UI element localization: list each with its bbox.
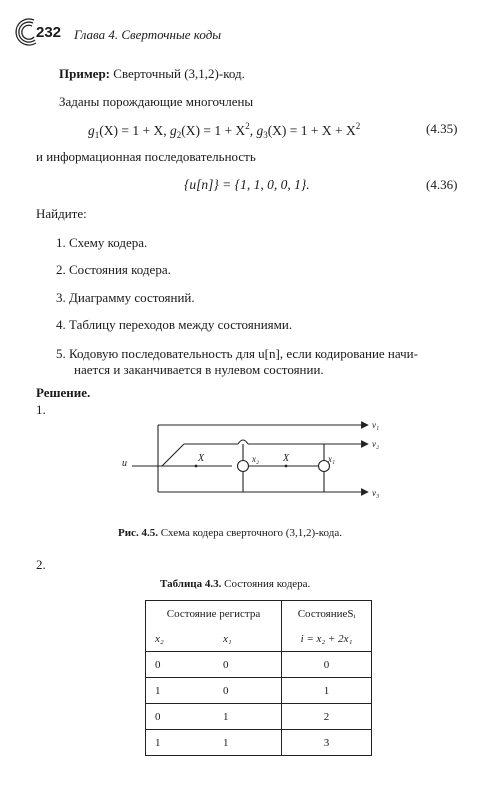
register-2-label: X	[283, 453, 290, 464]
cell-state: 1	[282, 678, 372, 704]
reg1-dot	[195, 465, 198, 468]
v3-label: v₃	[372, 488, 380, 498]
cell-x1: 1	[215, 704, 282, 730]
header-x1: x₁	[215, 626, 282, 652]
x2-label: x₂	[252, 454, 260, 464]
task-5-line-1: 5. Кодовую последовательность для u[n], если кодирование начи-	[56, 346, 418, 361]
task-3: 3. Диаграмму состояний.	[56, 290, 195, 305]
cell-state: 0	[282, 652, 372, 678]
header-state-si: СостояниеSᵢ	[282, 601, 372, 627]
reg2-dot	[285, 465, 288, 468]
table-header-row-1	[146, 601, 372, 627]
equation-4-36: {u[n]} = {1, 1, 0, 0, 1}.	[184, 177, 310, 192]
figure-caption	[118, 527, 342, 539]
task-1: 1. Схему кодера.	[56, 235, 148, 250]
task-2: 2. Состояния кодера.	[56, 262, 171, 277]
header-register-state: Состояние регистра	[146, 601, 282, 627]
page-number: 232	[36, 24, 62, 41]
cell-state: 2	[282, 704, 372, 730]
header-formula: i = x₂ + 2x₁	[300, 632, 353, 645]
table-caption	[160, 578, 310, 590]
table-caption-text: Состояния кодера.	[224, 578, 311, 590]
solution-label: Решение.	[36, 385, 91, 400]
cell-x2: 1	[146, 730, 216, 756]
eq-g2: g	[169, 123, 177, 138]
v1-label: v₁	[372, 420, 380, 430]
figure-caption-text: Схема кодера сверточного (3,1,2)-кода.	[160, 527, 342, 539]
chapter-title: Глава 4. Сверточные коды	[74, 27, 222, 42]
cell-x1: 0	[215, 678, 282, 704]
encoder-diagram	[110, 408, 390, 508]
cell-x1: 1	[215, 730, 282, 756]
task-4: 4. Таблицу переходов между состояниями.	[56, 317, 293, 332]
find-label: Найдите:	[36, 206, 87, 221]
step-1-label: 1.	[36, 402, 46, 417]
equation-number-4-36: (4.36)	[426, 177, 458, 192]
cell-x2: 0	[146, 704, 216, 730]
cell-state: 3	[282, 730, 372, 756]
header-x2: x₂	[155, 632, 164, 645]
input-label: u	[122, 458, 127, 469]
cell-x2: 0	[146, 652, 216, 678]
x2-node	[238, 461, 249, 472]
cell-x1: 0	[215, 652, 282, 678]
eq-g3-sub: 3	[263, 130, 268, 140]
eq-g3: , g	[249, 123, 264, 138]
eq-g2-rhs: (X) = 1 + X	[181, 123, 246, 138]
eq-g1: g	[88, 123, 95, 138]
eq-g1-rhs: (X) = 1 + X,	[99, 123, 167, 138]
task-5-line-2: нается и заканчивается в нулевом состоянии.	[74, 362, 324, 377]
table-caption-label: Таблица 4.3.	[160, 578, 222, 590]
info-text: и информационная последовательность	[36, 149, 256, 164]
eq-g2-sup: 2	[245, 121, 250, 131]
v2-hop	[238, 440, 248, 444]
x1-label: x₁	[328, 454, 336, 464]
eq-g3-sup: 2	[355, 121, 361, 131]
step-2-label: 2.	[36, 557, 46, 572]
v2-label: v₂	[372, 439, 380, 449]
equation-4-35	[88, 121, 360, 140]
equation-number-4-35: (4.35)	[426, 121, 458, 136]
table-row	[146, 678, 372, 704]
eq-g2-sub: 2	[176, 130, 182, 140]
register-1-label: X	[198, 453, 205, 464]
table-row	[146, 730, 372, 756]
table-header-row-2	[146, 626, 372, 652]
table-row	[146, 704, 372, 730]
eq-g3-rhs: (X) = 1 + X + X	[267, 123, 356, 138]
v2-diagonal	[162, 444, 184, 466]
example-text: Сверточный (3,1,2)-код.	[113, 66, 245, 81]
cell-x2: 1	[146, 678, 216, 704]
example-label: Пример:	[59, 66, 111, 81]
table-row	[146, 652, 372, 678]
figure-caption-label: Рис. 4.5.	[118, 527, 158, 539]
states-table	[145, 600, 372, 756]
eq-g1-sub: 1	[94, 130, 100, 140]
example-line	[59, 66, 245, 82]
given-text: Заданы порождающие многочлены	[59, 94, 254, 109]
